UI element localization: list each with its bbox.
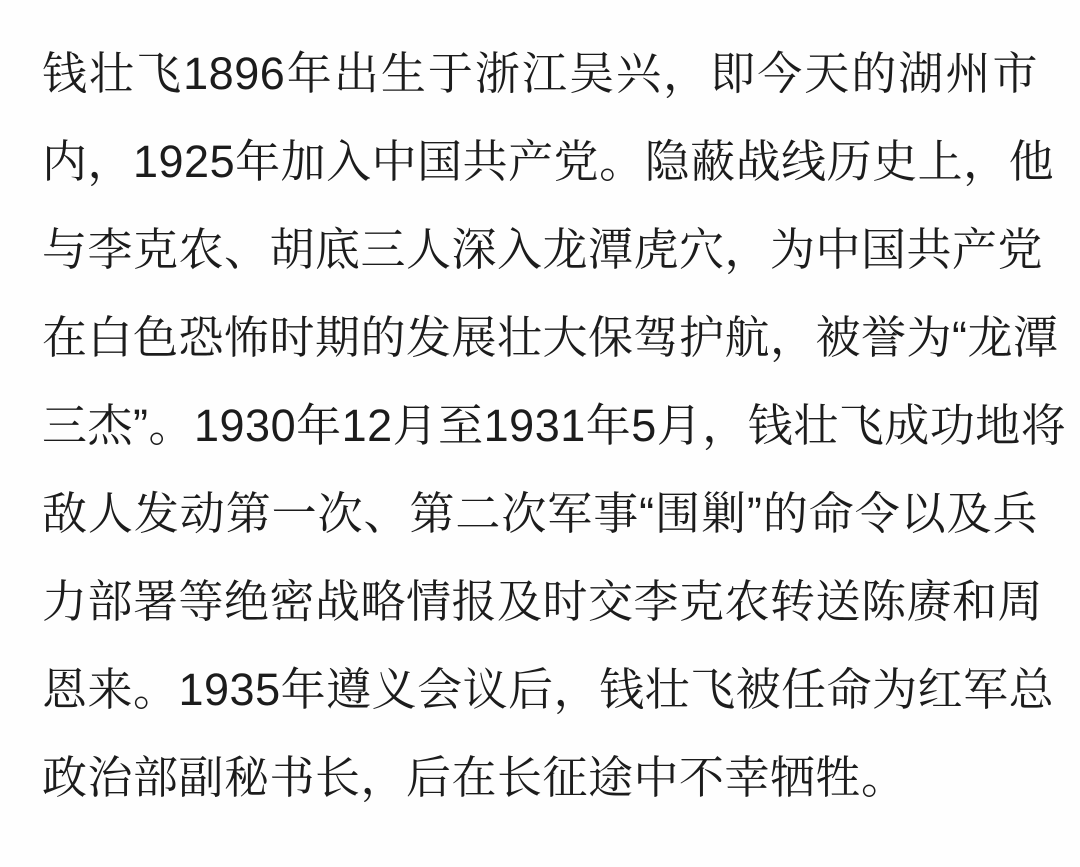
text-line-2: 内，1925年加入中国共产党。隐蔽战线历史上，他: [42, 136, 1055, 187]
text-line-4: 在白色恐怖时期的发展壮大保驾护航，被誉为“龙潭: [42, 312, 1059, 363]
text-line-1: 钱壮飞1896年出生于浙江吴兴，即今天的湖州市: [42, 48, 1038, 99]
text-line-8: 恩来。1935年遵义会议后，钱壮飞被任命为红军总: [42, 664, 1055, 715]
text-line-5: 三杰”。1930年12月至1931年5月，钱壮飞成功地将: [42, 400, 1067, 451]
text-line-3: 与李克农、胡底三人深入龙潭虎穴，为中国共产党: [42, 224, 1044, 275]
text-line-9: 政治部副秘书长，后在长征途中不幸牺牲。: [42, 752, 907, 803]
text-line-6: 敌人发动第一次、第二次军事“围剿”的命令以及兵: [42, 488, 1038, 539]
text-line-7: 力部署等绝密战略情报及时交李克农转送陈赓和周: [42, 576, 1044, 627]
